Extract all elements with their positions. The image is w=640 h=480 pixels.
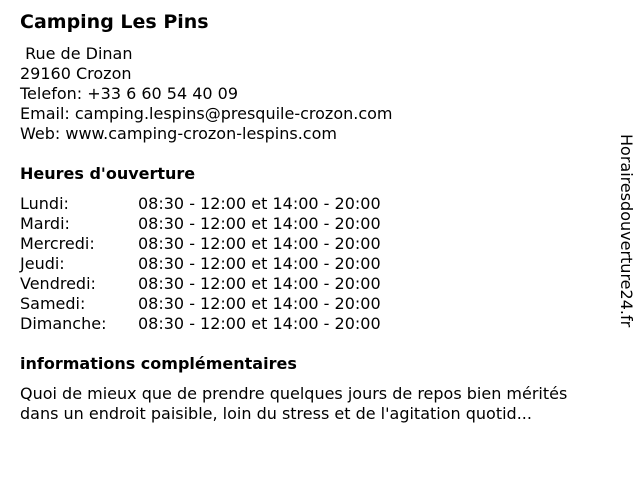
- day-label: Lundi:: [20, 194, 69, 213]
- phone: Telefon: +33 6 60 54 40 09: [20, 84, 239, 103]
- website: Web: www.camping-crozon-lespins.com: [20, 124, 337, 143]
- hours-row-wednesday: [20, 234, 381, 254]
- description-text: Quoi de mieux que de prendre quelques jours de repos bien mérités dans un endroit paisible, loin du stress et de l'agitation quotid...: [20, 384, 568, 423]
- time-range: 08:30 - 12:00 et 14:00 - 20:00: [138, 214, 381, 233]
- hours-row-thursday: [20, 254, 381, 274]
- opening-hours-table: [20, 194, 381, 334]
- time-range: 08:30 - 12:00 et 14:00 - 20:00: [138, 294, 381, 313]
- day-label: Samedi:: [20, 294, 86, 313]
- time-range: 08:30 - 12:00 et 14:00 - 20:00: [138, 274, 381, 293]
- time-range: 08:30 - 12:00 et 14:00 - 20:00: [138, 234, 381, 253]
- info-heading: informations complémentaires: [20, 354, 297, 373]
- day-label: Jeudi:: [20, 254, 65, 273]
- business-name: Camping Les Pins: [20, 11, 209, 33]
- hours-row-sunday: [20, 314, 381, 334]
- city: 29160 Crozon: [20, 64, 132, 83]
- street: Rue de Dinan: [20, 44, 133, 63]
- day-label: Mardi:: [20, 214, 70, 233]
- time-range: 08:30 - 12:00 et 14:00 - 20:00: [138, 194, 381, 213]
- day-label: Dimanche:: [20, 314, 107, 333]
- day-label: Mercredi:: [20, 234, 95, 253]
- time-range: 08:30 - 12:00 et 14:00 - 20:00: [138, 314, 381, 333]
- time-range: 08:30 - 12:00 et 14:00 - 20:00: [138, 254, 381, 273]
- hours-row-tuesday: [20, 214, 381, 234]
- hours-row-monday: [20, 194, 381, 214]
- day-label: Vendredi:: [20, 274, 96, 293]
- hours-heading: Heures d'ouverture: [20, 164, 196, 183]
- hours-row-friday: [20, 274, 381, 294]
- hours-row-saturday: [20, 294, 381, 314]
- email: Email: camping.lespins@presquile-crozon.com: [20, 104, 393, 123]
- address-block: [20, 44, 393, 144]
- watermark: Horairesdouverture24.fr: [617, 134, 636, 328]
